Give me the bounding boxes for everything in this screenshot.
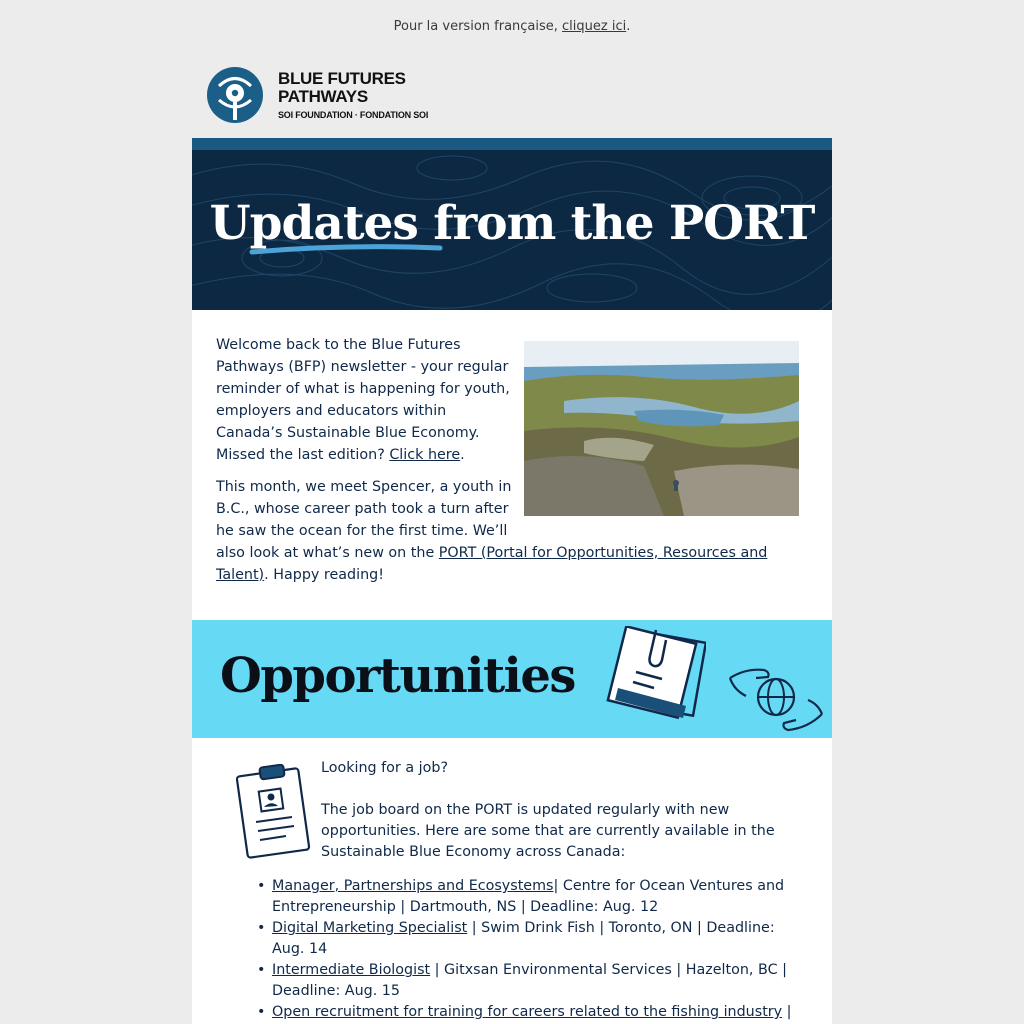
title-underline-swoosh — [248, 242, 448, 256]
job-link[interactable]: Digital Marketing Specialist — [272, 920, 468, 936]
job-link[interactable]: Intermediate Biologist — [272, 962, 431, 978]
job-link[interactable]: Manager, Partnerships and Ecosystems — [272, 878, 554, 894]
french-version-suffix: . — [626, 19, 631, 34]
opportunities-banner — [192, 620, 832, 738]
jobs-question: Looking for a job? — [321, 760, 449, 776]
job-list — [272, 876, 802, 1023]
last-edition-link[interactable]: Click here — [389, 447, 461, 463]
intro-p2-text: This month, we meet Spencer, a youth in B.C., whose career path took a turn after he saw the ocean for the first time. We’ll also look at what’s new on the — [216, 479, 512, 561]
hands-globe-icon — [726, 660, 826, 738]
intro-p1-text: Welcome back to the Blue Futures Pathways (BFP) newsletter - your regular reminder of what is happening for youth, employers and educators within Canada’s Sustainable Blue Economy. Missed the last edition? — [216, 337, 510, 463]
document-clip-icon — [606, 626, 706, 726]
job-details: | — [782, 1004, 792, 1020]
jobs-section — [192, 738, 832, 1024]
job-item — [272, 918, 802, 960]
logo-emblem-icon — [206, 66, 264, 124]
intro-p1-end: . — [460, 447, 465, 463]
clipboard-resume-icon — [236, 764, 316, 860]
french-version-link[interactable]: cliquez ici — [562, 19, 627, 34]
job-details: | Swim Drink Fish | Toronto, ON | Deadline: Aug. 14 — [272, 920, 775, 957]
job-details: | Gitxsan Environmental Services | Hazelton, BC | Deadline: Aug. 15 — [272, 962, 787, 999]
port-link[interactable]: PORT (Portal for Opportunities, Resources and Talent) — [216, 545, 768, 583]
jobs-description: The job board on the PORT is updated regularly with new opportunities. Here are some that are currently available in the Sustainable Blue Economy across Canada: — [321, 802, 775, 860]
job-details: | Centre for Ocean Ventures and Entrepreneurship | Dartmouth, NS | Deadline: Aug. 12 — [272, 878, 785, 915]
job-link[interactable]: Open recruitment for training for careers related to the fishing industry — [272, 1004, 783, 1020]
french-version-notice — [0, 19, 1024, 34]
logo-line-3: SOI FOUNDATION · FONDATION SOI — [278, 110, 429, 120]
intro-section — [192, 310, 832, 620]
blue-futures-logo[interactable] — [206, 66, 436, 126]
french-version-text: Pour la version française, — [393, 19, 563, 34]
coastline-photo — [524, 341, 799, 516]
logo-line-1: BLUE FUTURES — [278, 69, 406, 88]
hero-title: Updates from the PORT — [209, 196, 815, 251]
job-item — [272, 876, 802, 918]
job-item — [272, 1002, 802, 1023]
job-item — [272, 960, 802, 1002]
hero-banner — [192, 138, 832, 310]
logo-line-2: PATHWAYS — [278, 87, 368, 106]
intro-p2-end: . Happy reading! — [264, 567, 384, 583]
opportunities-title: Opportunities — [220, 648, 575, 704]
